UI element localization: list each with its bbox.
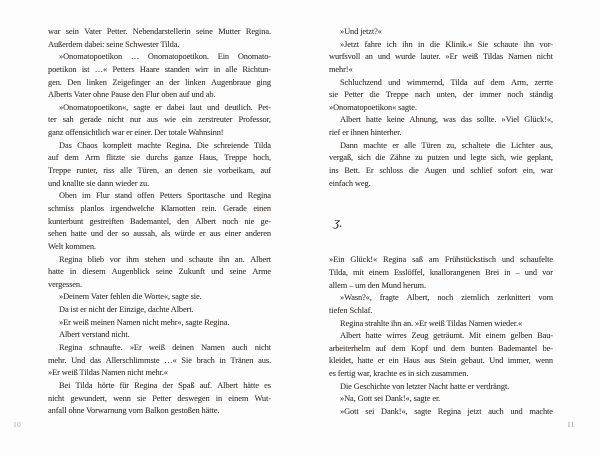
section-separator-glyph: ʒ. <box>333 214 345 231</box>
text-line: Albert hatte wirres Zeug geträumt. Mit einem gelben Bau- <box>340 331 553 341</box>
text-line: vergessen. <box>48 279 82 289</box>
text-line: »Wasn?«, fragte Albert, noch ziemlich zerknittert vom <box>340 293 553 303</box>
text-line: poetikon ist …« Petters Haare standen wirr in alle Richtun- <box>48 64 271 74</box>
text-line: Dann machte er alle Türen zu, schaltete die Lichter aus, <box>340 140 553 150</box>
text-line: »Onomatopoetikon«, sagte er dabei laut und deutlich. Pet- <box>59 102 271 112</box>
text-line: »Na, Gott sei Dank!«, sagte er. <box>340 394 441 404</box>
text-line: ter sah gerade nicht nur aus wie ein zerstreuter Professor, <box>48 115 271 125</box>
text-line: rief er ihnen hinterher. <box>329 128 402 138</box>
book-page-left <box>48 26 271 418</box>
text-line: »Onomatopoetikon … Onomatopoetikon. Ein Onomato- <box>59 52 271 62</box>
text-line: »Ein Glück!« Regina saß am Frühstückstisch und schaufelte <box>329 255 553 265</box>
text-line: Bei Tilda hörte für Regina der Spaß auf. Albert hätte es <box>59 380 271 390</box>
text-line: es fertig war, krachte es in sich zusammen. <box>329 369 469 379</box>
text-line: Schluchzend und wimmernd, Tilda auf dem Arm, zerrte <box>340 77 553 87</box>
text-line: arbeiterhelm auf dem Kopf und dem bunten Bademantel be- <box>329 343 553 353</box>
text-line: Albert verstand nicht. <box>59 330 130 340</box>
text-block-right <box>329 26 553 419</box>
text-line: kleidet, hatte er ein Haus aus Stein gebaut. Und immer, wenn <box>329 356 553 366</box>
text-line: wurfsvoll an und wurde lauter. »Er weiß Tildas Namen nicht <box>329 52 553 62</box>
text-line: hatte in diesem Augenblick seine Zukunft und seine Arme <box>48 267 271 277</box>
text-line: Tilda, mit einem Esslöffel, knallorangenen Brei in – und vor <box>329 267 553 277</box>
text-line: sehen hatte und der so aussah, als würde er aus einer anderen <box>48 229 271 239</box>
text-line: »Onomatopoetikon« sagte. <box>329 102 417 112</box>
text-block-left <box>48 26 271 418</box>
text-line: vergaß, sich die Zähne zu putzen und legte sich, wie geplant, <box>329 153 553 163</box>
text-line: war sein Vater Petter. Nebendarstellerin seine Mutter Regina. <box>48 27 271 36</box>
text-line: ganz offensichtlich war er einer. Der totale Wahnsinn! <box>48 128 224 138</box>
text-line: Treppe runter, riss alle Türen, an denen sie vorbeikam, auf <box>48 166 271 176</box>
text-line: Albert hatte keine Ahnung, was das sollte. »Viel Glück!«, <box>340 115 553 125</box>
text-line: tiefen Schlaf. <box>329 305 373 315</box>
text-line: Regina blieb vor ihm stehen und schaute ihn an. Albert <box>59 254 271 264</box>
text-line: »Gott sei Dank!«, sagte Regina jetzt auch und machte <box>340 407 553 417</box>
text-line: allem – um den Mund herum. <box>329 280 426 290</box>
text-line: »Er weiß Tildas Namen nicht mehr.« <box>48 368 168 378</box>
text-line: nicht gewundert, wenn sie Petter deswegen in einem Wut- <box>48 393 271 403</box>
text-line: »Und jetzt?« <box>340 27 382 36</box>
text-line: Da ist er nicht der Einzige, dachte Albert. <box>59 305 194 315</box>
text-line: anfall ohne Vorwarnung vom Balkon gestoßen hätte. <box>48 406 220 416</box>
text-line: Welt kommen. <box>48 241 96 251</box>
text-line: sie Petter die Treppe nach unten, der immer noch ständig <box>329 90 553 100</box>
text-line: und knallte sie dann wieder zu. <box>48 178 150 188</box>
text-line: Oben im Flur stand offen Petters Sporttasche und Regina <box>59 191 271 201</box>
text-line: Die Geschichte von letzter Nacht hatte er verdrängt. <box>340 381 510 391</box>
page-number-left: 10 <box>13 420 22 429</box>
text-line: ins Bett. Er schloss die Augen und schlief sofort ein, war <box>329 166 553 176</box>
text-line: mehr!« <box>329 64 353 74</box>
text-line: »Deinem Vater fehlen die Worte«, sagte sie. <box>59 292 202 302</box>
text-line: schmiss planlos irgendwelche Klamotten rein. Gerade einen <box>48 203 271 213</box>
text-line: »Er weiß meinen Namen nicht mehr«, sagte Regina. <box>59 317 230 327</box>
text-line: kunterbunt gestreiften Bademantel, den Albert noch nie ge- <box>48 216 271 226</box>
text-line: mehr. Und das Allerschlimmste …« Sie brach in Tränen aus. <box>48 355 271 365</box>
text-line: Außerdem dabei: seine Schwester Tilda. <box>48 39 180 49</box>
text-line: einfach weg. <box>329 178 371 188</box>
book-page-right <box>329 26 553 419</box>
text-line: Das Chaos komplett machte Regina. Die schreiende Tilda <box>59 140 271 150</box>
page-number-right: 11 <box>567 420 575 429</box>
text-line: gen. Den linken Zeigefinger an der linken Augenbraue ging <box>48 77 271 87</box>
text-line: Regina schnaufte. »Er weiß deinen Namen auch nicht <box>59 343 271 353</box>
text-line: Alberts Vater ohne Pause den Flur oben auf und ab. <box>48 90 216 100</box>
text-line: auf dem Arm flitzte sie durchs ganze Haus, Treppe hoch, <box>48 153 271 163</box>
text-line: »Jetzt fahre ich ihn in die Klinik.« Sie schaute ihn vor- <box>340 39 553 49</box>
text-line: Regina strahlte ihn an. »Er weiß Tildas Namen wieder.« <box>340 318 523 328</box>
